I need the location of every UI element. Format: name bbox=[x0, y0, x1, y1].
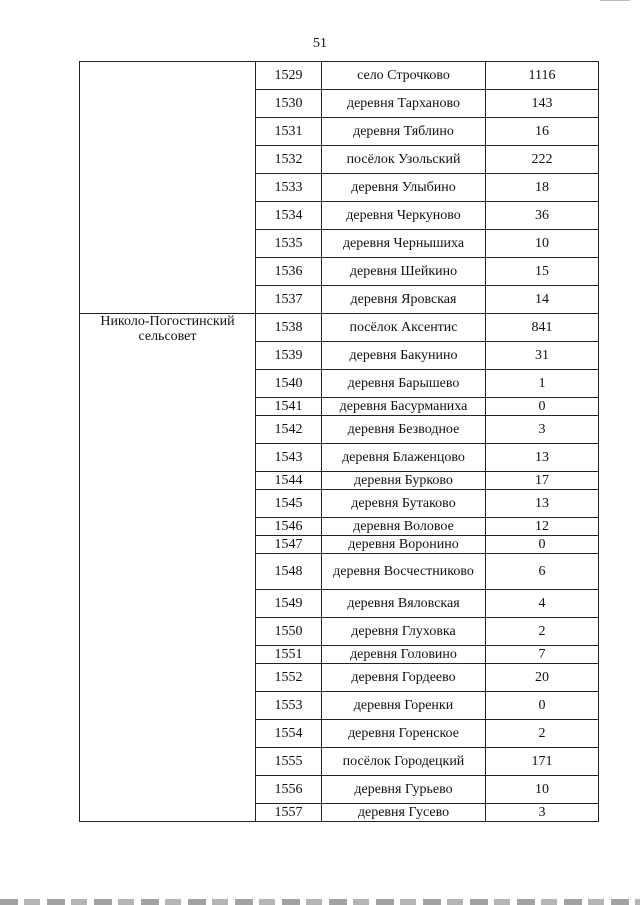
row-number: 1530 bbox=[256, 90, 322, 118]
row-number: 1554 bbox=[256, 720, 322, 748]
population-value: 13 bbox=[486, 490, 599, 518]
row-number: 1543 bbox=[256, 444, 322, 472]
settlement-name: деревня Гордеево bbox=[322, 664, 486, 692]
settlement-name: деревня Воловое bbox=[322, 518, 486, 536]
population-value: 222 bbox=[486, 146, 599, 174]
population-value: 14 bbox=[486, 286, 599, 314]
row-number: 1535 bbox=[256, 230, 322, 258]
table-row bbox=[80, 62, 599, 90]
population-value: 143 bbox=[486, 90, 599, 118]
population-value: 0 bbox=[486, 692, 599, 720]
row-number: 1531 bbox=[256, 118, 322, 146]
population-value: 3 bbox=[486, 416, 599, 444]
population-value: 10 bbox=[486, 230, 599, 258]
row-number: 1546 bbox=[256, 518, 322, 536]
population-value: 10 bbox=[486, 776, 599, 804]
population-value: 6 bbox=[486, 554, 599, 590]
row-number: 1555 bbox=[256, 748, 322, 776]
settlement-name: деревня Вяловская bbox=[322, 590, 486, 618]
settlement-name: деревня Гусево bbox=[322, 804, 486, 822]
row-number: 1540 bbox=[256, 370, 322, 398]
scan-artifact bbox=[0, 899, 640, 905]
row-number: 1545 bbox=[256, 490, 322, 518]
scan-artifact bbox=[600, 0, 630, 9]
row-number: 1548 bbox=[256, 554, 322, 590]
settlement-name: посёлок Узольский bbox=[322, 146, 486, 174]
row-number: 1557 bbox=[256, 804, 322, 822]
population-value: 0 bbox=[486, 536, 599, 554]
row-number: 1556 bbox=[256, 776, 322, 804]
table-row bbox=[80, 314, 599, 342]
row-number: 1549 bbox=[256, 590, 322, 618]
row-number: 1538 bbox=[256, 314, 322, 342]
page-number: 51 bbox=[313, 36, 327, 51]
settlement-name: деревня Головино bbox=[322, 646, 486, 664]
population-value: 1116 bbox=[486, 62, 599, 90]
population-value: 31 bbox=[486, 342, 599, 370]
population-value: 1 bbox=[486, 370, 599, 398]
settlement-name: деревня Шейкино bbox=[322, 258, 486, 286]
row-number: 1552 bbox=[256, 664, 322, 692]
settlement-name: деревня Горенское bbox=[322, 720, 486, 748]
population-value: 13 bbox=[486, 444, 599, 472]
row-number: 1537 bbox=[256, 286, 322, 314]
settlements-table bbox=[79, 61, 599, 822]
row-number: 1541 bbox=[256, 398, 322, 416]
population-value: 2 bbox=[486, 720, 599, 748]
population-value: 12 bbox=[486, 518, 599, 536]
settlement-name: деревня Воронино bbox=[322, 536, 486, 554]
row-number: 1536 bbox=[256, 258, 322, 286]
settlement-name: деревня Басурманиха bbox=[322, 398, 486, 416]
settlement-name: деревня Барышево bbox=[322, 370, 486, 398]
row-number: 1539 bbox=[256, 342, 322, 370]
settlement-name: деревня Яровская bbox=[322, 286, 486, 314]
settlement-name: деревня Блаженцово bbox=[322, 444, 486, 472]
population-value: 2 bbox=[486, 618, 599, 646]
population-value: 171 bbox=[486, 748, 599, 776]
population-value: 841 bbox=[486, 314, 599, 342]
population-value: 4 bbox=[486, 590, 599, 618]
row-number: 1544 bbox=[256, 472, 322, 490]
settlement-name: деревня Горенки bbox=[322, 692, 486, 720]
population-value: 3 bbox=[486, 804, 599, 822]
district-cell: Николо-Погостинский сельсовет bbox=[80, 314, 256, 822]
row-number: 1542 bbox=[256, 416, 322, 444]
settlement-name: деревня Черкуново bbox=[322, 202, 486, 230]
population-value: 18 bbox=[486, 174, 599, 202]
settlement-name: деревня Гурьево bbox=[322, 776, 486, 804]
settlement-name: посёлок Городецкий bbox=[322, 748, 486, 776]
row-number: 1553 bbox=[256, 692, 322, 720]
row-number: 1533 bbox=[256, 174, 322, 202]
population-value: 17 bbox=[486, 472, 599, 490]
settlement-name: деревня Бурково bbox=[322, 472, 486, 490]
settlement-name: деревня Улыбино bbox=[322, 174, 486, 202]
settlement-name: деревня Безводное bbox=[322, 416, 486, 444]
settlement-name: деревня Бутаково bbox=[322, 490, 486, 518]
row-number: 1532 bbox=[256, 146, 322, 174]
row-number: 1547 bbox=[256, 536, 322, 554]
district-cell bbox=[80, 62, 256, 314]
population-value: 20 bbox=[486, 664, 599, 692]
settlement-name: деревня Тяблино bbox=[322, 118, 486, 146]
row-number: 1551 bbox=[256, 646, 322, 664]
settlement-name: деревня Восчестниково bbox=[322, 554, 486, 590]
population-value: 36 bbox=[486, 202, 599, 230]
population-value: 15 bbox=[486, 258, 599, 286]
settlement-name: деревня Бакунино bbox=[322, 342, 486, 370]
settlement-name: деревня Глуховка bbox=[322, 618, 486, 646]
row-number: 1550 bbox=[256, 618, 322, 646]
population-value: 7 bbox=[486, 646, 599, 664]
settlement-name: посёлок Аксентис bbox=[322, 314, 486, 342]
row-number: 1529 bbox=[256, 62, 322, 90]
settlement-name: село Строчково bbox=[322, 62, 486, 90]
row-number: 1534 bbox=[256, 202, 322, 230]
population-value: 16 bbox=[486, 118, 599, 146]
settlement-name: деревня Чернышиха bbox=[322, 230, 486, 258]
settlement-name: деревня Тарханово bbox=[322, 90, 486, 118]
population-value: 0 bbox=[486, 398, 599, 416]
